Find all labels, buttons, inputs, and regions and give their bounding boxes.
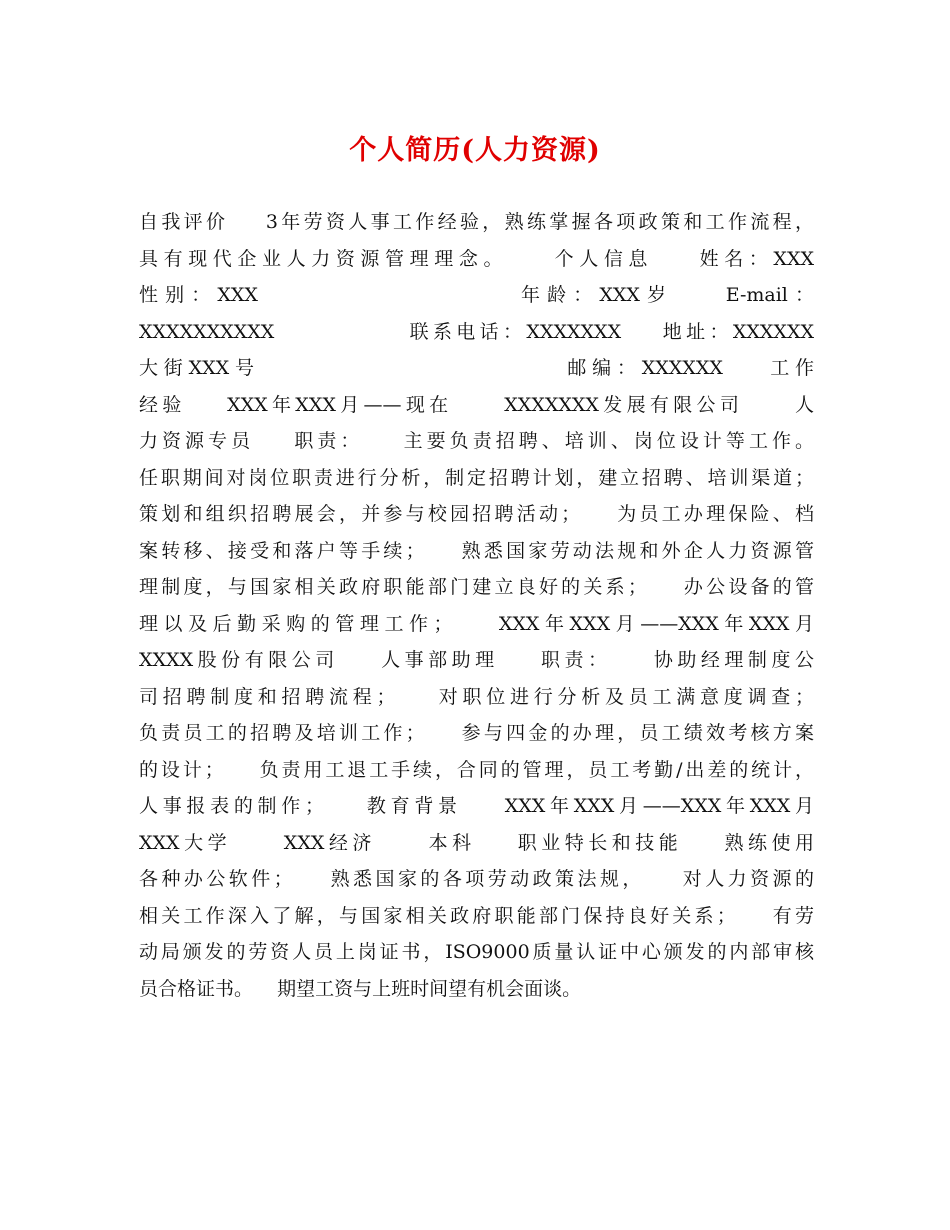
body-line: XXXXXXXXXX 联系电话：XXXXXXX 地址：XXXXXX [139, 320, 814, 343]
body-line: 力资源专员 职责： 主要负责招聘、培训、岗位设计等工作。 [139, 430, 814, 452]
body-line: 相关工作深入了解，与国家相关政府职能部门保持良好关系； 有劳 [139, 904, 814, 927]
body-line: 大街XXX号 邮编：XXXXXX 工作 [139, 357, 814, 379]
body-line: 动局颁发的劳资人员上岗证书，ISO9000质量认证中心颁发的内部审核 [139, 941, 814, 963]
body-line: 司招聘制度和招聘流程； 对职位进行分析及员工满意度调查； [139, 685, 814, 708]
body-line: 具有现代企业人力资源管理理念。 个人信息 姓名：XXX [139, 247, 814, 270]
body-line: 员合格证书。 期望工资与上班时间望有机会面谈。 [139, 977, 582, 1000]
body-line: XXXX股份有限公司 人事部助理 职责： 协助经理制度公 [139, 649, 814, 671]
body-line: 各种办公软件； 熟悉国家的各项劳动政策法规， 对人力资源的 [139, 868, 814, 890]
body-line: 策划和组织招聘展会，并参与校园招聘活动； 为员工办理保险、档 [139, 503, 814, 525]
body-line: 自我评价 3年劳资人事工作经验，熟练掌握各项政策和工作流程， [139, 211, 814, 233]
body-line: 任职期间对岗位职责进行分析，制定招聘计划，建立招聘、培训渠道； [139, 466, 814, 489]
body-line: 性别：XXX 年龄：XXX岁 E-mail： [139, 284, 814, 306]
body-line: XXX大学 XXX经济 本科 职业特长和技能 熟练使用 [139, 831, 814, 854]
body-line: 理以及后勤采购的管理工作； XXX年XXX月——XXX年XXX月 [139, 612, 814, 635]
body-line: 经验 XXX年XXX月——现在 XXXXXXX发展有限公司 人 [139, 393, 814, 416]
body-line: 案转移、接受和落户等手续； 熟悉国家劳动法规和外企人力资源管 [139, 539, 814, 562]
body-line: 的设计； 负责用工退工手续，合同的管理，员工考勤/出差的统计， [139, 758, 814, 781]
body-line: 理制度，与国家相关政府职能部门建立良好的关系； 办公设备的管 [139, 576, 814, 598]
document-title: 个人简历(人力资源) [349, 135, 601, 166]
body-line: 人事报表的制作； 教育背景 XXX年XXX月——XXX年XXX月 [139, 795, 814, 817]
resume-body [139, 204, 814, 1007]
body-line: 负责员工的招聘及培训工作； 参与四金的办理，员工绩效考核方案 [139, 722, 814, 744]
